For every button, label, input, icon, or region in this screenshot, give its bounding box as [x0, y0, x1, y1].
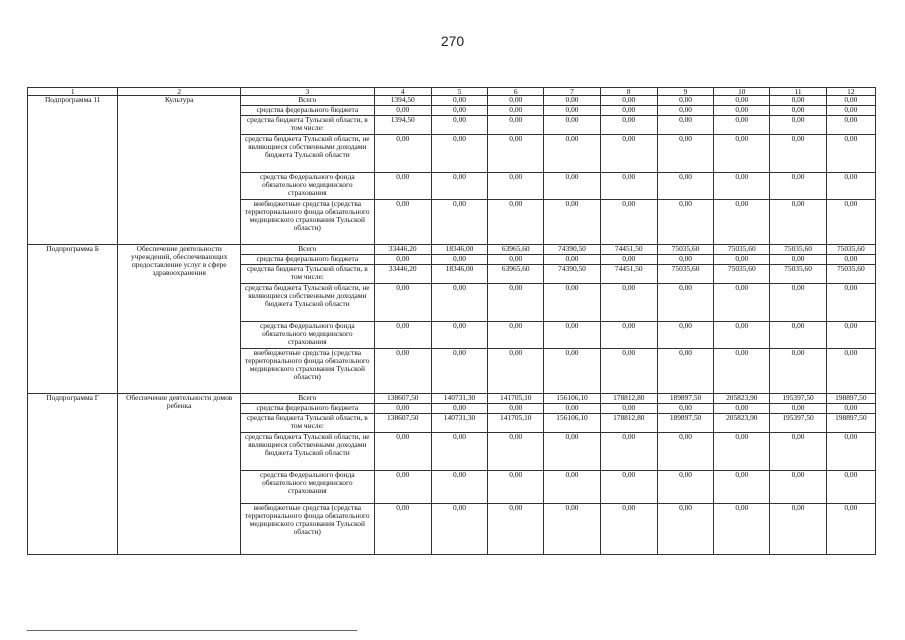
column-number-header: 8 — [600, 88, 657, 96]
amount-cell: 0,00 — [544, 349, 600, 394]
funding-source: средства Федерального фонда обязательного медицинского страхования — [241, 322, 375, 349]
amount-cell: 1394,50 — [374, 96, 431, 106]
funding-source: Всего — [241, 96, 375, 106]
amount-cell: 0,00 — [374, 504, 431, 555]
amount-cell: 0,00 — [600, 116, 657, 135]
budget-table — [27, 87, 876, 555]
amount-cell: 0,00 — [488, 404, 544, 414]
amount-cell: 0,00 — [431, 135, 487, 173]
amount-cell: 0,00 — [374, 349, 431, 394]
column-number-header: 2 — [118, 88, 241, 96]
amount-cell: 0,00 — [488, 173, 544, 200]
amount-cell: 0,00 — [431, 200, 487, 245]
amount-cell: 0,00 — [714, 200, 770, 245]
amount-cell: 0,00 — [431, 106, 487, 116]
amount-cell: 0,00 — [600, 284, 657, 322]
amount-cell: 75035,60 — [826, 245, 875, 255]
amount-cell: 18346,00 — [431, 265, 487, 284]
amount-cell: 0,00 — [770, 116, 826, 135]
amount-cell: 0,00 — [657, 135, 713, 173]
amount-cell: 0,00 — [600, 200, 657, 245]
amount-cell: 0,00 — [374, 255, 431, 265]
amount-cell: 0,00 — [600, 322, 657, 349]
amount-cell: 141705,10 — [488, 414, 544, 433]
amount-cell: 74451,50 — [600, 265, 657, 284]
funding-source: внебюджетные средства (средства территориального фонда обязательного медицинского страхования Тульской области) — [241, 200, 375, 245]
amount-cell: 33446,20 — [374, 245, 431, 255]
amount-cell: 0,00 — [657, 116, 713, 135]
column-number-header: 3 — [241, 88, 375, 96]
amount-cell: 0,00 — [374, 200, 431, 245]
amount-cell: 0,00 — [488, 284, 544, 322]
footer-rule — [27, 630, 357, 631]
amount-cell: 0,00 — [600, 96, 657, 106]
amount-cell: 0,00 — [770, 135, 826, 173]
amount-cell: 0,00 — [714, 106, 770, 116]
amount-cell: 63965,60 — [488, 245, 544, 255]
amount-cell: 0,00 — [714, 349, 770, 394]
amount-cell: 0,00 — [770, 433, 826, 471]
amount-cell: 195397,50 — [770, 414, 826, 433]
amount-cell: 0,00 — [826, 173, 875, 200]
amount-cell: 75035,60 — [657, 265, 713, 284]
amount-cell: 0,00 — [657, 349, 713, 394]
amount-cell: 0,00 — [826, 471, 875, 504]
amount-cell: 0,00 — [488, 504, 544, 555]
amount-cell: 0,00 — [374, 284, 431, 322]
amount-cell: 0,00 — [374, 322, 431, 349]
amount-cell: 138607,50 — [374, 394, 431, 404]
amount-cell: 205823,90 — [714, 394, 770, 404]
amount-cell: 74390,50 — [544, 265, 600, 284]
amount-cell: 0,00 — [770, 504, 826, 555]
amount-cell: 0,00 — [488, 200, 544, 245]
amount-cell: 0,00 — [488, 349, 544, 394]
amount-cell: 0,00 — [657, 106, 713, 116]
amount-cell: 0,00 — [600, 255, 657, 265]
amount-cell: 0,00 — [544, 200, 600, 245]
amount-cell: 0,00 — [600, 106, 657, 116]
funding-source: средства Федерального фонда обязательного медицинского страхования — [241, 471, 375, 504]
amount-cell: 0,00 — [488, 96, 544, 106]
amount-cell: 0,00 — [826, 404, 875, 414]
funding-source: средства бюджета Тульской области, не являющиеся собственными доходами бюджета Тульской области — [241, 135, 375, 173]
amount-cell: 0,00 — [600, 433, 657, 471]
amount-cell: 0,00 — [431, 173, 487, 200]
amount-cell: 0,00 — [826, 349, 875, 394]
amount-cell: 0,00 — [544, 106, 600, 116]
amount-cell: 0,00 — [714, 504, 770, 555]
amount-cell: 0,00 — [714, 255, 770, 265]
amount-cell: 75035,60 — [770, 245, 826, 255]
amount-cell: 0,00 — [544, 96, 600, 106]
funding-source: средства бюджета Тульской области, не являющиеся собственными доходами бюджета Тульской области — [241, 433, 375, 471]
amount-cell: 0,00 — [544, 433, 600, 471]
funding-source: средства бюджета Тульской области, не являющиеся собственными доходами бюджета Тульской области — [241, 284, 375, 322]
amount-cell: 0,00 — [714, 322, 770, 349]
amount-cell: 0,00 — [544, 173, 600, 200]
amount-cell: 0,00 — [600, 404, 657, 414]
amount-cell: 0,00 — [657, 200, 713, 245]
amount-cell: 0,00 — [600, 173, 657, 200]
amount-cell: 0,00 — [657, 504, 713, 555]
amount-cell: 0,00 — [544, 116, 600, 135]
amount-cell: 0,00 — [374, 471, 431, 504]
amount-cell: 0,00 — [544, 404, 600, 414]
header-row — [28, 88, 876, 96]
amount-cell: 0,00 — [657, 96, 713, 106]
amount-cell: 0,00 — [431, 96, 487, 106]
amount-cell: 0,00 — [657, 255, 713, 265]
amount-cell: 0,00 — [770, 200, 826, 245]
column-number-header: 10 — [714, 88, 770, 96]
amount-cell: 0,00 — [657, 404, 713, 414]
subprogram-name: Подпрограмма Г — [28, 394, 118, 555]
amount-cell: 0,00 — [714, 404, 770, 414]
subprogram-description: Культура — [118, 96, 241, 245]
amount-cell: 189897,50 — [657, 414, 713, 433]
table-row — [28, 245, 876, 255]
amount-cell: 0,00 — [544, 322, 600, 349]
funding-source: Всего — [241, 394, 375, 404]
subprogram-name: Подпрограмма 11 — [28, 96, 118, 245]
amount-cell: 75035,60 — [714, 265, 770, 284]
amount-cell: 140731,30 — [431, 394, 487, 404]
amount-cell: 0,00 — [714, 116, 770, 135]
funding-source: средства бюджета Тульской области, в том числе: — [241, 116, 375, 135]
amount-cell: 75035,60 — [657, 245, 713, 255]
funding-source: средства федерального бюджета — [241, 404, 375, 414]
amount-cell: 0,00 — [714, 433, 770, 471]
amount-cell: 74451,50 — [600, 245, 657, 255]
amount-cell: 63965,60 — [488, 265, 544, 284]
amount-cell: 0,00 — [657, 322, 713, 349]
funding-source: средства бюджета Тульской области, в том числе: — [241, 414, 375, 433]
amount-cell: 198897,50 — [826, 394, 875, 404]
amount-cell: 0,00 — [488, 322, 544, 349]
amount-cell: 0,00 — [488, 471, 544, 504]
amount-cell: 0,00 — [488, 255, 544, 265]
amount-cell: 0,00 — [544, 504, 600, 555]
amount-cell: 189897,50 — [657, 394, 713, 404]
amount-cell: 0,00 — [374, 173, 431, 200]
amount-cell: 0,00 — [657, 433, 713, 471]
subprogram-description: Обеспечение деятельности учреждений, обеспечивающих предоставление услуг в сфере здравоохранения — [118, 245, 241, 394]
subprogram-description: Обеспечение деятельности домов ребенка — [118, 394, 241, 555]
amount-cell: 0,00 — [374, 404, 431, 414]
funding-source: Всего — [241, 245, 375, 255]
amount-cell: 0,00 — [657, 284, 713, 322]
amount-cell: 74390,50 — [544, 245, 600, 255]
table-row — [28, 96, 876, 106]
amount-cell: 178812,80 — [600, 394, 657, 404]
amount-cell: 0,00 — [714, 96, 770, 106]
amount-cell: 0,00 — [826, 504, 875, 555]
amount-cell: 0,00 — [770, 173, 826, 200]
amount-cell: 0,00 — [770, 255, 826, 265]
amount-cell: 205823,90 — [714, 414, 770, 433]
column-number-header: 1 — [28, 88, 118, 96]
amount-cell: 75035,60 — [714, 245, 770, 255]
column-number-header: 11 — [770, 88, 826, 96]
funding-source: средства Федерального фонда обязательного медицинского страхования — [241, 173, 375, 200]
amount-cell: 0,00 — [431, 471, 487, 504]
amount-cell: 0,00 — [600, 135, 657, 173]
amount-cell: 138607,50 — [374, 414, 431, 433]
amount-cell: 0,00 — [826, 96, 875, 106]
amount-cell: 0,00 — [600, 504, 657, 555]
amount-cell: 178812,80 — [600, 414, 657, 433]
amount-cell: 0,00 — [770, 471, 826, 504]
amount-cell: 0,00 — [826, 200, 875, 245]
funding-source: внебюджетные средства (средства территориального фонда обязательного медицинского страхования Тульской области) — [241, 349, 375, 394]
amount-cell: 0,00 — [714, 284, 770, 322]
amount-cell: 0,00 — [826, 433, 875, 471]
amount-cell: 0,00 — [488, 106, 544, 116]
amount-cell: 0,00 — [770, 96, 826, 106]
amount-cell: 0,00 — [431, 284, 487, 322]
amount-cell: 75035,60 — [826, 265, 875, 284]
amount-cell: 0,00 — [770, 349, 826, 394]
amount-cell: 0,00 — [431, 116, 487, 135]
amount-cell: 33446,20 — [374, 265, 431, 284]
amount-cell: 0,00 — [488, 135, 544, 173]
amount-cell: 140731,30 — [431, 414, 487, 433]
amount-cell: 0,00 — [431, 322, 487, 349]
amount-cell: 0,00 — [431, 349, 487, 394]
amount-cell: 0,00 — [826, 135, 875, 173]
column-number-header: 4 — [374, 88, 431, 96]
amount-cell: 0,00 — [826, 116, 875, 135]
amount-cell: 0,00 — [431, 255, 487, 265]
amount-cell: 0,00 — [657, 173, 713, 200]
amount-cell: 0,00 — [770, 106, 826, 116]
amount-cell: 0,00 — [544, 135, 600, 173]
amount-cell: 156106,10 — [544, 394, 600, 404]
table-row — [28, 394, 876, 404]
amount-cell: 198897,50 — [826, 414, 875, 433]
funding-source: внебюджетные средства (средства территориального фонда обязательного медицинского страхования Тульской области) — [241, 504, 375, 555]
column-number-header: 6 — [488, 88, 544, 96]
amount-cell: 0,00 — [770, 322, 826, 349]
amount-cell: 0,00 — [657, 471, 713, 504]
amount-cell: 0,00 — [431, 433, 487, 471]
amount-cell: 0,00 — [544, 284, 600, 322]
column-number-header: 9 — [657, 88, 713, 96]
amount-cell: 0,00 — [374, 135, 431, 173]
page-number: 270 — [440, 33, 465, 49]
amount-cell: 0,00 — [488, 116, 544, 135]
amount-cell: 18346,00 — [431, 245, 487, 255]
amount-cell: 0,00 — [544, 255, 600, 265]
amount-cell: 0,00 — [826, 255, 875, 265]
amount-cell: 0,00 — [770, 404, 826, 414]
amount-cell: 0,00 — [374, 106, 431, 116]
amount-cell: 0,00 — [714, 471, 770, 504]
amount-cell: 0,00 — [770, 284, 826, 322]
amount-cell: 156106,10 — [544, 414, 600, 433]
funding-source: средства федерального бюджета — [241, 106, 375, 116]
amount-cell: 1394,50 — [374, 116, 431, 135]
amount-cell: 0,00 — [826, 284, 875, 322]
amount-cell: 0,00 — [431, 404, 487, 414]
amount-cell: 0,00 — [374, 433, 431, 471]
amount-cell: 141705,10 — [488, 394, 544, 404]
amount-cell: 75035,60 — [770, 265, 826, 284]
amount-cell: 0,00 — [714, 173, 770, 200]
column-number-header: 12 — [826, 88, 875, 96]
amount-cell: 0,00 — [600, 349, 657, 394]
amount-cell: 0,00 — [544, 471, 600, 504]
amount-cell: 0,00 — [431, 504, 487, 555]
subprogram-name: Подпрограмма Б — [28, 245, 118, 394]
amount-cell: 0,00 — [600, 471, 657, 504]
amount-cell: 0,00 — [826, 322, 875, 349]
amount-cell: 0,00 — [826, 106, 875, 116]
column-number-header: 5 — [431, 88, 487, 96]
amount-cell: 195397,50 — [770, 394, 826, 404]
amount-cell: 0,00 — [488, 433, 544, 471]
funding-source: средства бюджета Тульской области, в том числе: — [241, 265, 375, 284]
column-number-header: 7 — [544, 88, 600, 96]
amount-cell: 0,00 — [714, 135, 770, 173]
funding-source: средства федерального бюджета — [241, 255, 375, 265]
